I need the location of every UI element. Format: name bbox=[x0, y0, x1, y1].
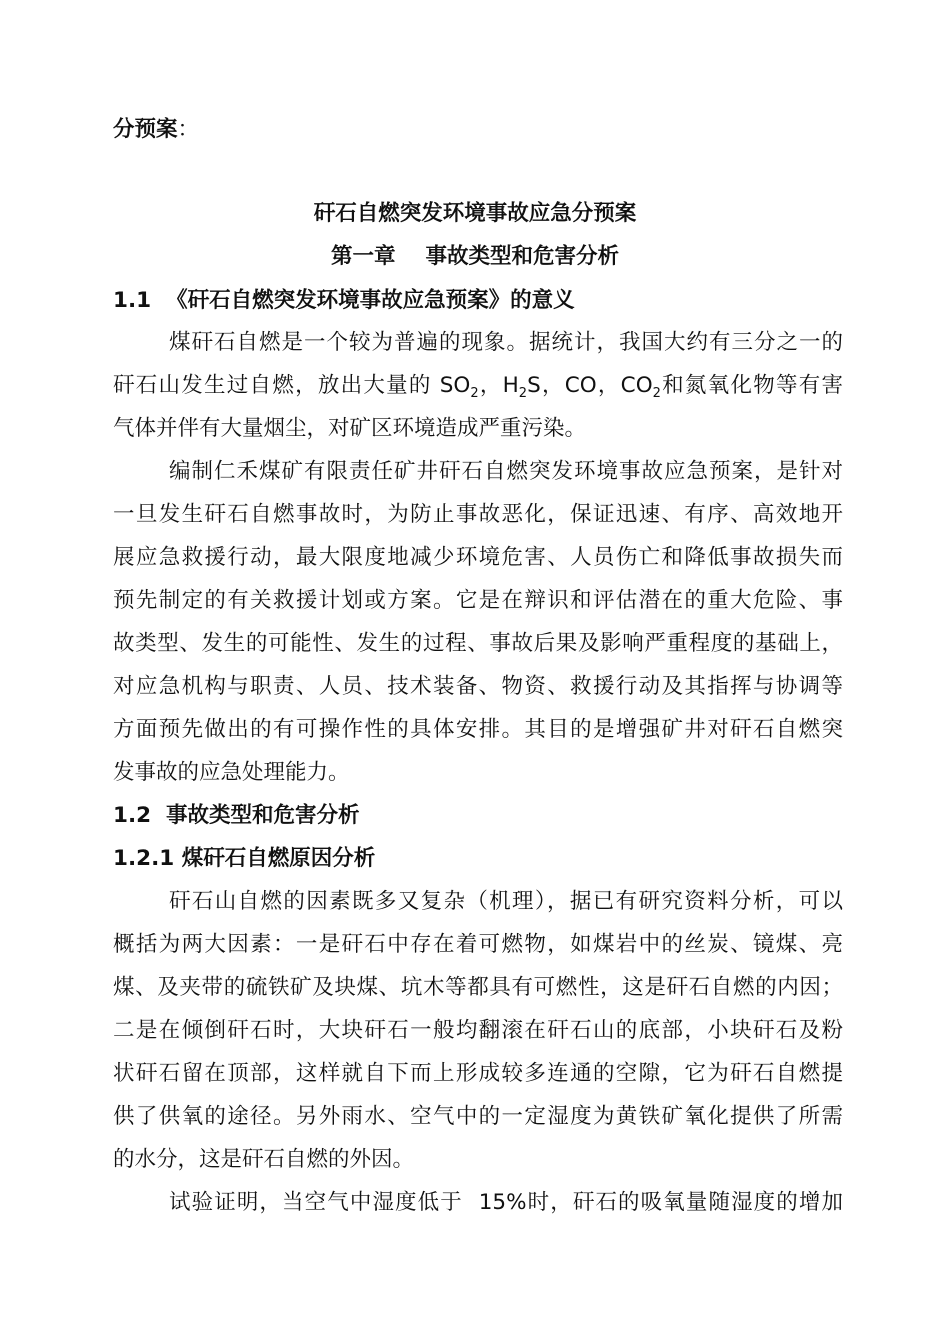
paragraph-line: 编制仁禾煤矿有限责任矿井矸石自燃突发环境事故应急预案，是针对 bbox=[169, 459, 843, 484]
paragraph-line: 矸石山自燃的因素既多又复杂（机理），据已有研究资料分析，可以 bbox=[169, 889, 843, 914]
chapter-heading: 第一章 事故类型和危害分析 bbox=[331, 244, 619, 269]
paragraph-line: 方面预先做出的有可操作性的具体安排。其目的是增强矿井对矸石自燃突 bbox=[113, 717, 843, 742]
paragraph-line: 对应急机构与职责、人员、技术装备、物资、救援行动及其指挥与协调等 bbox=[113, 674, 843, 699]
paragraph-line: 一旦发生矸石自燃事故时，为防止事故恶化，保证迅速、有序、高效地开 bbox=[113, 502, 843, 527]
paragraph-line: 矸石山发生过自燃，放出大量的 $SO_2$，$H_2S$，CO，$CO_2$和氮氧化物等有害 bbox=[113, 373, 843, 401]
document-title: 矸石自燃突发环境事故应急分预案 bbox=[313, 201, 637, 226]
paragraph-line: 试验证明，当空气中湿度低于 15%时，矸石的吸氧量随湿度的增加 bbox=[169, 1190, 843, 1215]
paragraph-line: 概括为两大因素：一是矸石中存在着可燃物，如煤岩中的丝炭、镜煤、亮 bbox=[113, 932, 843, 957]
paragraph-line: 发事故的应急处理能力。 bbox=[113, 760, 350, 785]
paragraph-line: 煤、及夹带的硫铁矿及块煤、坑木等都具有可燃性，这是矸石自燃的内因； bbox=[113, 975, 843, 1000]
section-1-1-heading: 1.1 《矸石自燃突发环境事故应急预案》的意义 bbox=[113, 288, 575, 313]
paragraph-line: 煤矸石自燃是一个较为普遍的现象。据统计，我国大约有三分之一的 bbox=[169, 330, 843, 355]
paragraph-line: 故类型、发生的可能性、发生的过程、事故后果及影响严重程度的基础上， bbox=[113, 631, 843, 656]
paragraph-line: 的水分，这是矸石自燃的外因。 bbox=[113, 1147, 415, 1172]
paragraph-line: 展应急救援行动，最大限度地减少环境危害、人员伤亡和降低事故损失而 bbox=[113, 545, 843, 570]
paragraph-line: 状矸石留在顶部，这样就自下而上形成较多连通的空隙，它为矸石自燃提 bbox=[113, 1061, 843, 1086]
paragraph-line: 气体并伴有大量烟尘，对矿区环境造成严重污染。 bbox=[113, 416, 587, 441]
section-1-2-1-heading: 1.2.1 煤矸石自燃原因分析 bbox=[113, 846, 376, 871]
preplan-header: 分预案： bbox=[113, 117, 200, 142]
section-1-2-heading: 1.2 事故类型和危害分析 bbox=[113, 803, 360, 828]
paragraph-line: 预先制定的有关救援计划或方案。它是在辩识和评估潜在的重大危险、事 bbox=[113, 588, 843, 613]
paragraph-line: 供了供氧的途径。另外雨水、空气中的一定湿度为黄铁矿氧化提供了所需 bbox=[113, 1104, 843, 1129]
paragraph-line: 二是在倾倒矸石时，大块矸石一般均翻滚在矸石山的底部，小块矸石及粉 bbox=[113, 1018, 843, 1043]
